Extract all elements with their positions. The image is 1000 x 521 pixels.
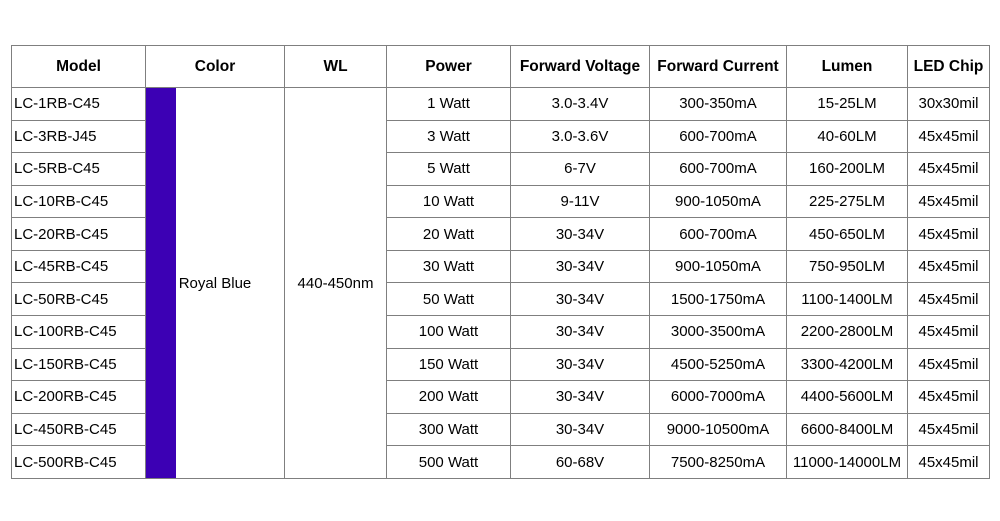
- forward-voltage-cell: 9-11V: [511, 185, 650, 218]
- lumen-cell: 40-60LM: [787, 120, 908, 153]
- model-cell: LC-20RB-C45: [12, 218, 146, 251]
- header-power: Power: [387, 46, 511, 88]
- led-spec-table: [11, 45, 990, 479]
- color-cell: [146, 88, 285, 479]
- led-chip-cell: 45x45mil: [908, 413, 990, 446]
- lumen-cell: 2200-2800LM: [787, 316, 908, 349]
- power-cell: 500 Watt: [387, 446, 511, 479]
- forward-current-cell: 3000-3500mA: [650, 316, 787, 349]
- table-row: [12, 88, 990, 121]
- lumen-cell: 225-275LM: [787, 185, 908, 218]
- forward-current-cell: 600-700mA: [650, 153, 787, 186]
- header-forward-current: Forward Current: [650, 46, 787, 88]
- forward-voltage-cell: 3.0-3.6V: [511, 120, 650, 153]
- power-cell: 100 Watt: [387, 316, 511, 349]
- forward-voltage-cell: 3.0-3.4V: [511, 88, 650, 121]
- led-chip-cell: 45x45mil: [908, 218, 990, 251]
- power-cell: 3 Watt: [387, 120, 511, 153]
- model-cell: LC-1RB-C45: [12, 88, 146, 121]
- forward-current-cell: 600-700mA: [650, 218, 787, 251]
- model-cell: LC-5RB-C45: [12, 153, 146, 186]
- lumen-cell: 6600-8400LM: [787, 413, 908, 446]
- header-model: Model: [12, 46, 146, 88]
- forward-voltage-cell: 30-34V: [511, 250, 650, 283]
- model-cell: LC-3RB-J45: [12, 120, 146, 153]
- led-chip-cell: 45x45mil: [908, 381, 990, 414]
- lumen-cell: 4400-5600LM: [787, 381, 908, 414]
- header-row: [12, 46, 990, 88]
- led-chip-cell: 45x45mil: [908, 153, 990, 186]
- lumen-cell: 3300-4200LM: [787, 348, 908, 381]
- model-cell: LC-10RB-C45: [12, 185, 146, 218]
- header-led-chip: LED Chip: [908, 46, 990, 88]
- forward-current-cell: 1500-1750mA: [650, 283, 787, 316]
- forward-current-cell: 7500-8250mA: [650, 446, 787, 479]
- color-name: Royal Blue: [178, 274, 252, 292]
- header-forward-voltage: Forward Voltage: [511, 46, 650, 88]
- model-cell: LC-200RB-C45: [12, 381, 146, 414]
- forward-voltage-cell: 30-34V: [511, 348, 650, 381]
- led-chip-cell: 30x30mil: [908, 88, 990, 121]
- model-cell: LC-500RB-C45: [12, 446, 146, 479]
- led-chip-cell: 45x45mil: [908, 348, 990, 381]
- led-chip-cell: 45x45mil: [908, 120, 990, 153]
- led-chip-cell: 45x45mil: [908, 185, 990, 218]
- wavelength-cell: 440-450nm: [285, 88, 387, 479]
- lumen-cell: 15-25LM: [787, 88, 908, 121]
- lumen-cell: 750-950LM: [787, 250, 908, 283]
- power-cell: 1 Watt: [387, 88, 511, 121]
- header-wl: WL: [285, 46, 387, 88]
- lumen-cell: 11000-14000LM: [787, 446, 908, 479]
- forward-current-cell: 900-1050mA: [650, 250, 787, 283]
- forward-current-cell: 600-700mA: [650, 120, 787, 153]
- color-swatch: [146, 88, 176, 478]
- lumen-cell: 160-200LM: [787, 153, 908, 186]
- power-cell: 150 Watt: [387, 348, 511, 381]
- forward-voltage-cell: 30-34V: [511, 283, 650, 316]
- led-chip-cell: 45x45mil: [908, 283, 990, 316]
- forward-current-cell: 9000-10500mA: [650, 413, 787, 446]
- forward-voltage-cell: 30-34V: [511, 218, 650, 251]
- lumen-cell: 1100-1400LM: [787, 283, 908, 316]
- forward-voltage-cell: 60-68V: [511, 446, 650, 479]
- forward-current-cell: 4500-5250mA: [650, 348, 787, 381]
- power-cell: 30 Watt: [387, 250, 511, 283]
- led-chip-cell: 45x45mil: [908, 316, 990, 349]
- led-chip-cell: 45x45mil: [908, 446, 990, 479]
- lumen-cell: 450-650LM: [787, 218, 908, 251]
- model-cell: LC-150RB-C45: [12, 348, 146, 381]
- forward-current-cell: 300-350mA: [650, 88, 787, 121]
- model-cell: LC-50RB-C45: [12, 283, 146, 316]
- forward-current-cell: 900-1050mA: [650, 185, 787, 218]
- table-body: [12, 88, 990, 479]
- power-cell: 20 Watt: [387, 218, 511, 251]
- power-cell: 10 Watt: [387, 185, 511, 218]
- led-chip-cell: 45x45mil: [908, 250, 990, 283]
- forward-voltage-cell: 6-7V: [511, 153, 650, 186]
- power-cell: 300 Watt: [387, 413, 511, 446]
- model-cell: LC-100RB-C45: [12, 316, 146, 349]
- forward-current-cell: 6000-7000mA: [650, 381, 787, 414]
- forward-voltage-cell: 30-34V: [511, 381, 650, 414]
- power-cell: 50 Watt: [387, 283, 511, 316]
- model-cell: LC-450RB-C45: [12, 413, 146, 446]
- power-cell: 200 Watt: [387, 381, 511, 414]
- header-color: Color: [146, 46, 285, 88]
- power-cell: 5 Watt: [387, 153, 511, 186]
- model-cell: LC-45RB-C45: [12, 250, 146, 283]
- forward-voltage-cell: 30-34V: [511, 413, 650, 446]
- forward-voltage-cell: 30-34V: [511, 316, 650, 349]
- header-lumen: Lumen: [787, 46, 908, 88]
